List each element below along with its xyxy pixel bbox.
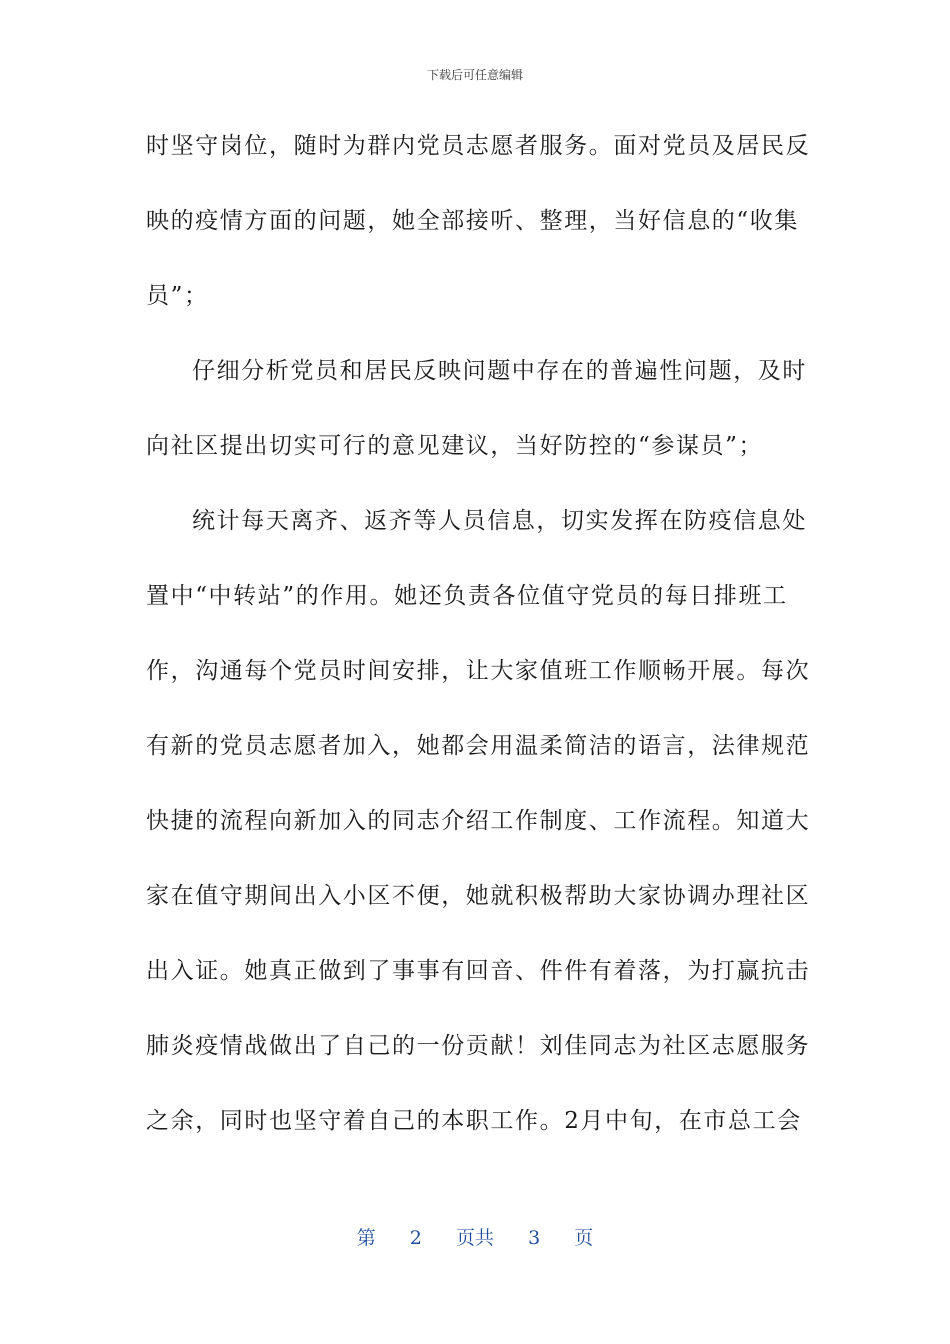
total-pages-number: 3 (528, 1227, 541, 1249)
text-line: 统计每天离齐、返齐等人员信息，切实发挥在防疫信息处 (192, 508, 807, 534)
text-line: 有新的党员志愿者加入，她都会用温柔简洁的语言，法律规范 (146, 733, 811, 759)
text-line: 之余，同时也坚守着自己的本职工作。2月中旬，在市总工会 (146, 1108, 802, 1134)
text-line: 仔细分析党员和居民反映问题中存在的普遍性问题，及时 (192, 358, 807, 384)
text-line: 时坚守岗位，随时为群内党员志愿者服务。面对党员及居民反 (146, 133, 811, 159)
text-line: 出入证。她真正做到了事事有回音、件件有着落，为打赢抗击 (146, 958, 811, 984)
page-footer (0, 1226, 950, 1250)
text-line: 置中“中转站”的作用。她还负责各位值守党员的每日排班工 (146, 583, 788, 609)
header-note: 下载后可任意编辑 (426, 68, 523, 82)
footer-middle: 页共 (455, 1227, 494, 1249)
footer-suffix: 页 (574, 1227, 594, 1249)
text-line: 肺炎疫情战做出了自己的一份贡献！刘佳同志为社区志愿服务 (146, 1033, 811, 1059)
text-line: 快捷的流程向新加入的同志介绍工作制度、工作流程。知道大 (146, 808, 811, 834)
body-text (146, 125, 811, 1175)
text-line: 员”； (146, 283, 209, 309)
text-line: 家在值守期间出入小区不便，她就积极帮助大家协调办理社区 (146, 883, 811, 909)
text-line: 向社区提出切实可行的意见建议，当好防控的“参谋员”； (146, 433, 764, 459)
current-page-number: 2 (409, 1227, 422, 1249)
text-line: 作，沟通每个党员时间安排，让大家值班工作顺畅开展。每次 (146, 658, 811, 684)
text-line: 映的疫情方面的问题，她全部接听、整理，当好信息的“收集 (146, 208, 799, 234)
footer-prefix: 第 (356, 1227, 376, 1249)
